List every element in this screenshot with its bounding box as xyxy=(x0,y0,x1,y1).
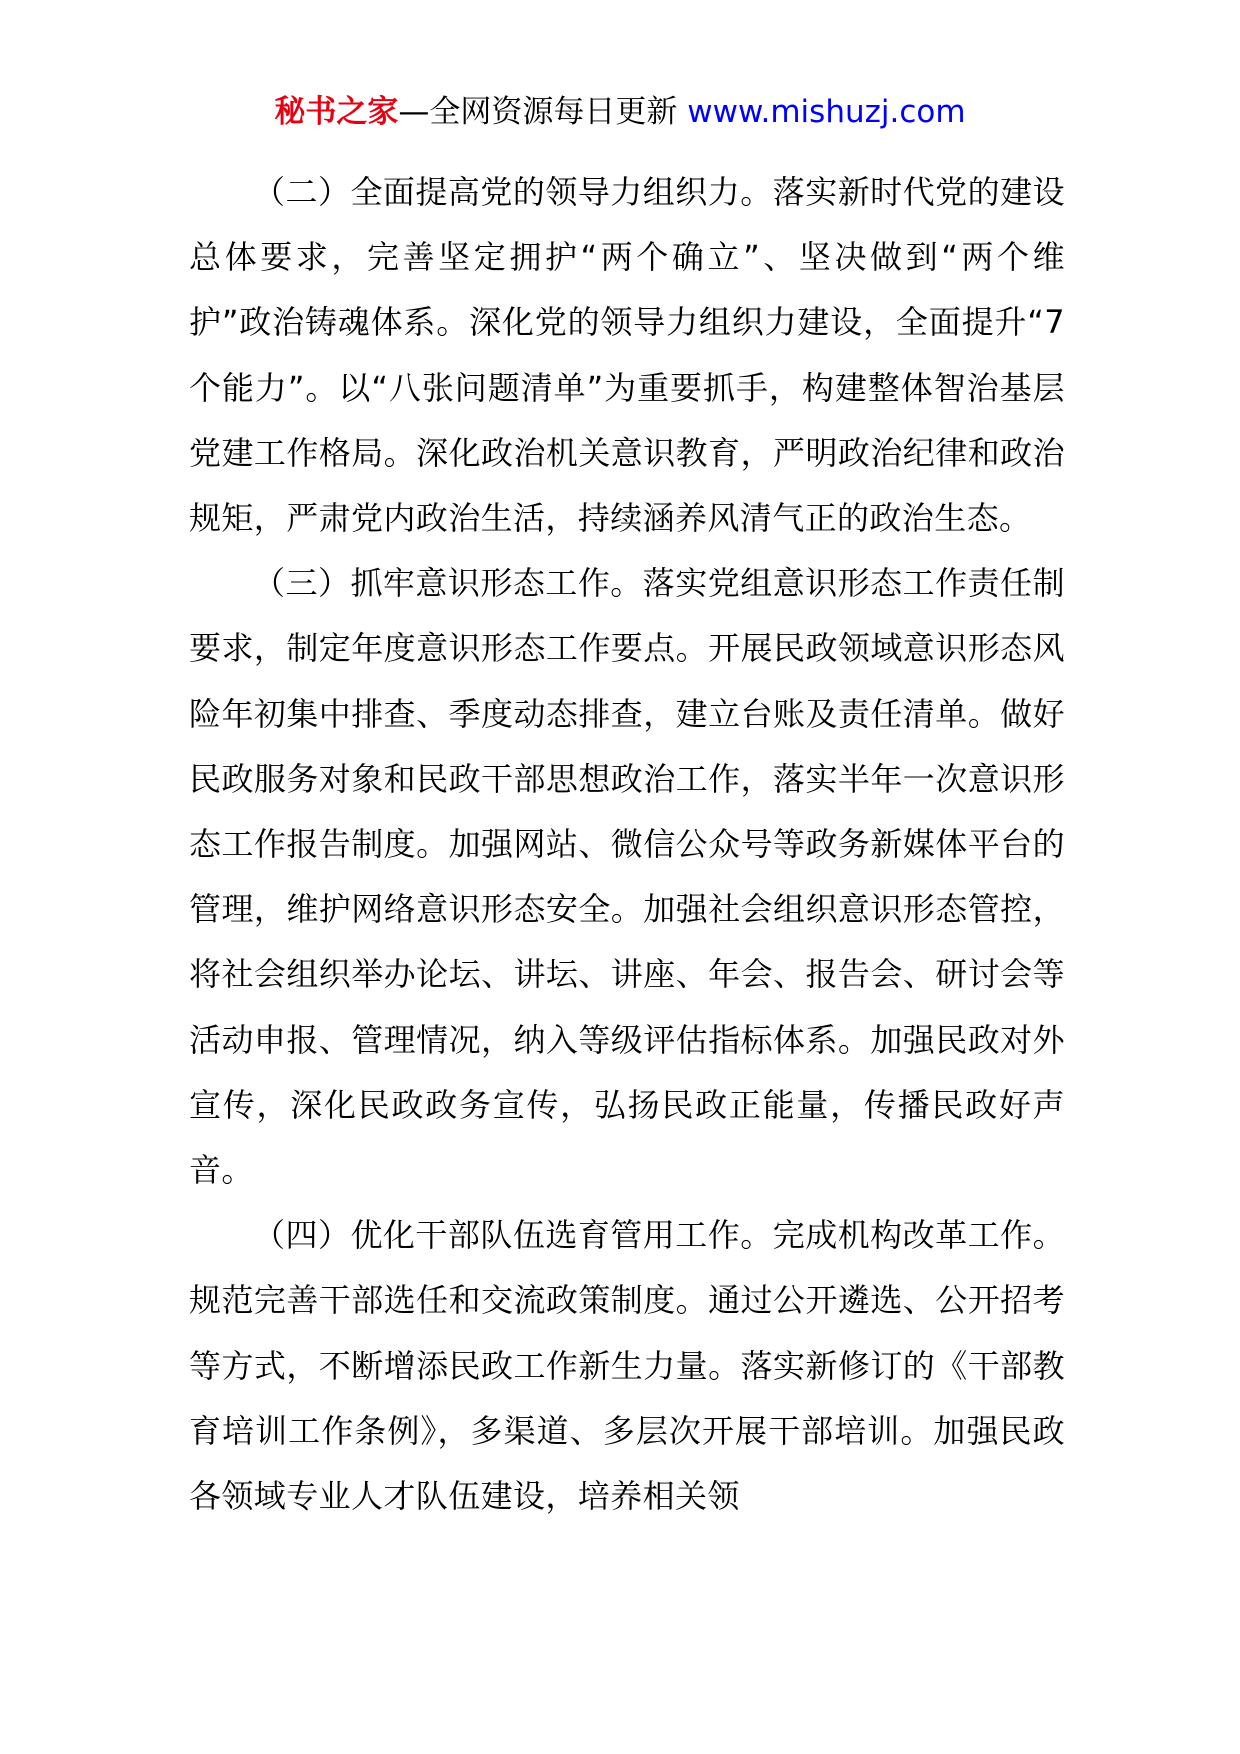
document-body xyxy=(189,160,1065,1529)
paragraph-cadre: （四）优化干部队伍选育管用工作。完成机构改革工作。规范完善干部选任和交流政策制度。通过公开遴选、公开招考等方式，不断增添民政工作新生力量。落实新修订的《干部教育培训工作条例》，多渠道、多层次开展干部培训。加强民政各领域专业人才队伍建设，培养相关领 xyxy=(189,1216,1065,1516)
paragraph-leadership: （二）全面提高党的领导力组织力。落实新时代党的建设总体要求，完善坚定拥护“两个确立”、坚决做到“两个维护”政治铸魂体系。深化党的领导力组织力建设，全面提升“7个能力”。以“八张问题清单”为重要抓手，构建整体智治基层党建工作格局。深化政治机关意识教育，严明政治纪律和政治规矩，严肃党内政治生活，持续涵养风清气正的政治生态。 xyxy=(189,173,1065,538)
site-header xyxy=(0,92,1240,132)
site-brand: 秘书之家 xyxy=(274,94,399,130)
site-slogan: —全网资源每日更新 xyxy=(398,94,678,130)
paragraph-ideology: （三）抓牢意识形态工作。落实党组意识形态工作责任制要求，制定年度意识形态工作要点。开展民政领域意识形态风险年初集中排查、季度动态排查，建立台账及责任清单。做好民政服务对象和民政干部思想政治工作，落实半年一次意识形态工作报告制度。加强网站、微信公众号等政务新媒体平台的管理，维护网络意识形态安全。加强社会组织意识形态管控，将社会组织举办论坛、讲坛、讲座、年会、报告会、研讨会等活动申报、管理情况，纳入等级评估指标体系。加强民政对外宣传，深化民政政务宣传，弘扬民政正能量，传播民政好声音。 xyxy=(189,564,1065,1190)
site-url-link[interactable]: www.mishuzj.com xyxy=(687,94,966,130)
